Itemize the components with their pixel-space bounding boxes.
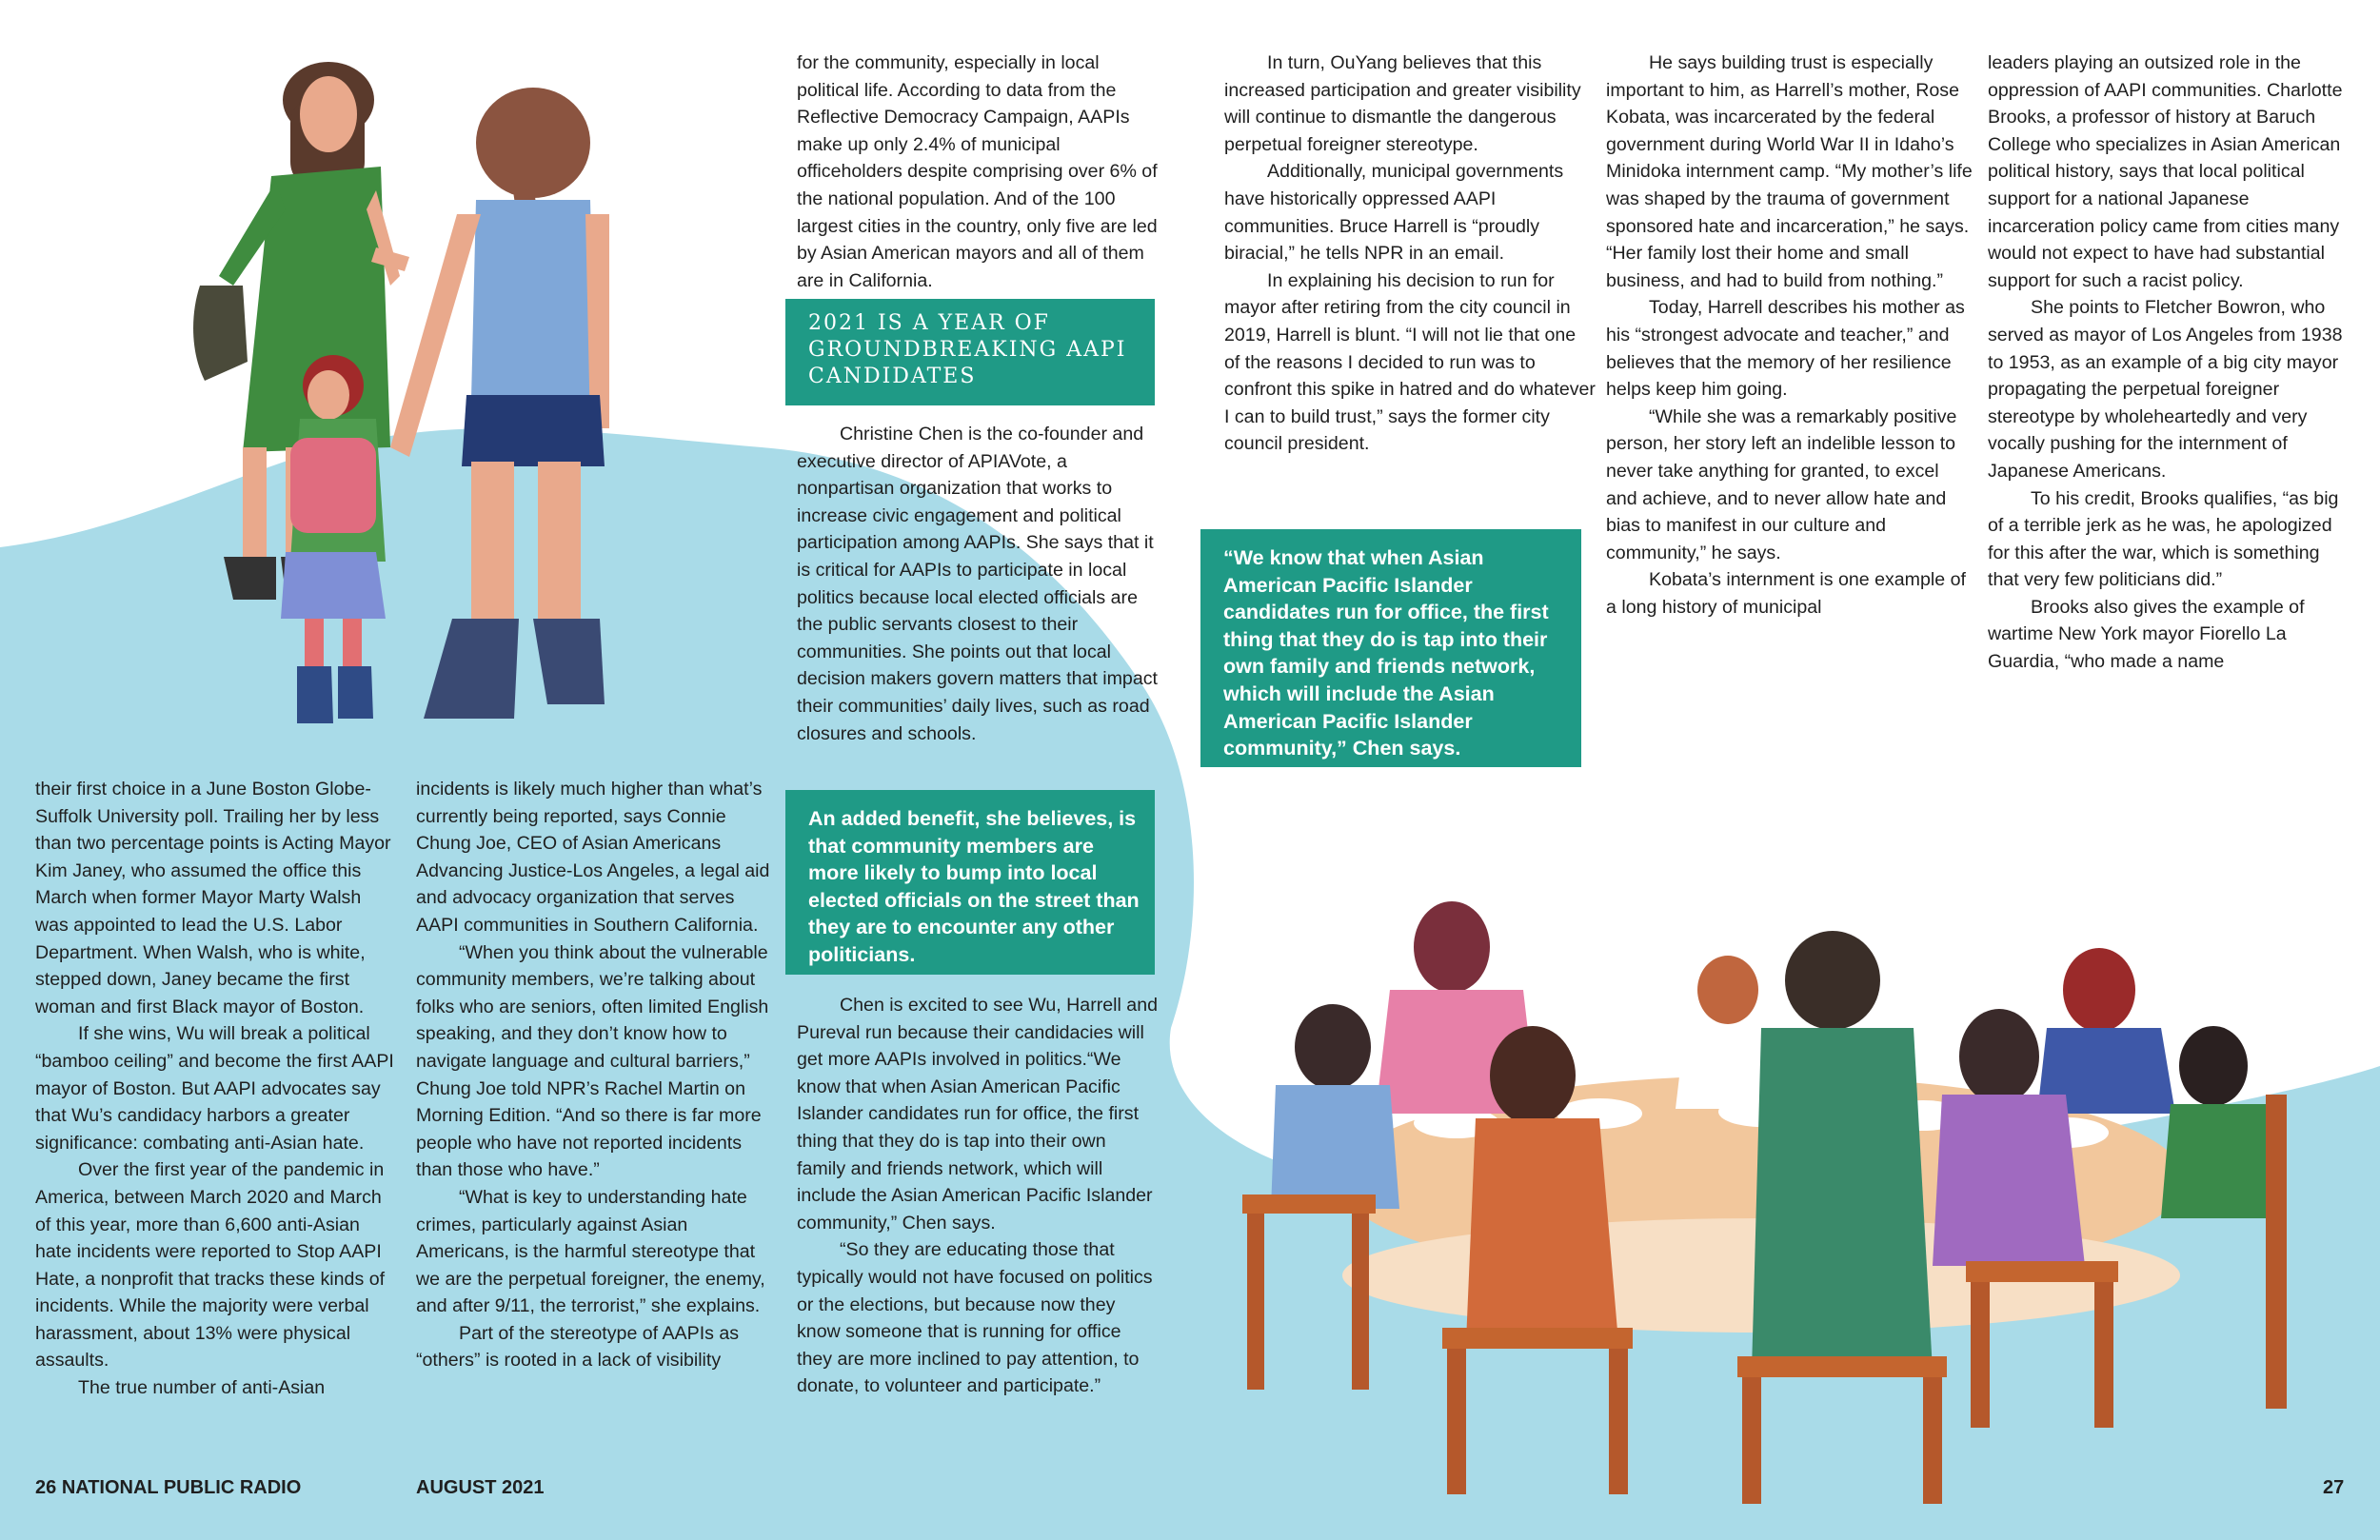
paragraph: “What is key to understanding hate crimes, particularly against Asian Americans, is the harmful stereotype that we are the perpetual foreigner, the enemy, and after 9/11, the terrorist,” she explains. — [416, 1186, 765, 1317]
publication-name: NATIONAL PUBLIC RADIO — [61, 1477, 302, 1498]
issue-date: AUGUST 2021 — [416, 1477, 545, 1498]
pull-quote-text: “We know that when Asian American Pacific Islander candidates run for office, the first thing that they do is tap into their own family and friends network, which will include the Asian American Pacific Islander community,” Chen says. — [1223, 546, 1549, 760]
paragraph: for the community, especially in local political life. According to data from the Reflective Democracy Campaign, AAPIs make up only 2.4% of municipal officeholders despite comprising over 6% of the national population. And of the 100 largest cities in the country, only five are led by Asian American mayors and all of them are in California. — [797, 52, 1158, 291]
paragraph: If she wins, Wu will break a political “bamboo ceiling” and become the first AAPI mayor of Boston. But AAPI advocates say that Wu’s candidacy harbors a greater significance: combating anti-Asian hate. — [35, 1023, 394, 1154]
pull-quote-text: An added benefit, she believes, is that community members are more likely to bump into local elected officials on the street than they are to encounter any other politicians. — [808, 807, 1140, 966]
paragraph: Part of the stereotype of AAPIs as “others” is rooted in a lack of visibility — [416, 1322, 740, 1372]
paragraph: “While she was a remarkably positive person, her story left an indelible lesson to never take anything for granted, to excel and achieve, and to never allow hate and bias to manifest in our culture and community,” he says. — [1606, 405, 1957, 563]
paragraph: Additionally, municipal governments have historically oppressed AAPI communities. Bruce Harrell is “proudly biracial,” he tells NPR in an email. — [1224, 161, 1564, 265]
paragraph: their first choice in a June Boston Globe-Suffolk University poll. Trailing her by less than two percentage points is Acting Mayor Kim Janey, who assumed the office this March when former Mayor Marty Walsh was appointed to lead the U.S. Labor Department. When Walsh, who is white, stepped down, Janey became the first woman and first Black mayor of Boston. — [35, 779, 391, 1017]
paragraph: Kobata’s internment is one example of a long history of municipal — [1606, 569, 1966, 618]
paragraph: In explaining his decision to run for mayor after retiring from the city council in 2019, Harrell is blunt. “I will not lie that one of the reasons I decided to run was to confront this spike in hatred and do whatever I can to build trust,” says the former city council president. — [1224, 269, 1596, 455]
paragraph: incidents is likely much higher than what’s currently being reported, says Connie Chung Joe, CEO of Asian Americans Advancing Justice-Los Angeles, a legal aid and advocacy organization that serves AAPI communities in Southern California. — [416, 779, 770, 936]
right-column-2 — [1606, 49, 1973, 621]
paragraph: “When you think about the vulnerable community members, we’re talking about folks who are seniors, often limited English speaking, and they don’t know how to navigate language and cultural barriers,” Chung Joe told NPR’s Rachel Martin on Morning Edition. “And so there is far more people who have not reported incidents than those who have.” — [416, 941, 769, 1181]
paragraph: Brooks also gives the example of wartime New York mayor Fiorello La Guardia, “who made a name — [1988, 596, 2305, 673]
right-column-1 — [1224, 49, 1596, 458]
footer-right — [2323, 1477, 2344, 1499]
left-column-3-bottom — [797, 992, 1159, 1400]
paragraph: Chen is excited to see Wu, Harrell and Pureval run because their candidacies will get more AAPIs involved in politics.“We know that when Asian American Pacific Islander candidates run for office, the first thing that they do is tap into their own family and friends network, which will include the Asian American Pacific Islander community,” Chen says. — [797, 995, 1158, 1234]
paragraph: “So they are educating those that typically would not have focused on politics or the elections, but because now they know someone that is running for office they are more inclined to pay attention, to donate, to volunteer and participate.” — [797, 1239, 1153, 1397]
paragraph: Over the first year of the pandemic in America, between March 2020 and March of this year, more than 6,600 anti-Asian hate incidents were reported to Stop AAPI Hate, a nonprofit that tracks these kinds of incidents. While the majority were verbal harassment, about 13% were physical assaults. — [35, 1159, 386, 1372]
left-column-3-mid — [797, 421, 1159, 747]
section-heading-text: 2021 IS A YEAR OF GROUNDBREAKING AAPI CANDIDATES — [808, 311, 1127, 388]
paragraph: She points to Fletcher Bowron, who served as mayor of Los Angeles from 1938 to 1953, as an example of a big city mayor propagating the perpetual foreigner stereotype by wholeheartedly and very vocally pushing for the internment of Japanese Americans. — [1988, 297, 2343, 482]
paragraph: The true number of anti-Asian — [78, 1377, 326, 1399]
left-column-1 — [35, 776, 397, 1402]
left-column-2 — [416, 776, 778, 1374]
paragraph: To his credit, Brooks qualifies, “as big of a terrible jerk as he was, he apologized for this after the war, which is something that very few politicians did.” — [1988, 487, 2339, 591]
left-column-3-top — [797, 49, 1159, 294]
pull-quote-left — [785, 790, 1155, 975]
right-column-3 — [1988, 49, 2354, 676]
footer-date — [416, 1477, 545, 1499]
pull-quote-right — [1200, 529, 1581, 767]
paragraph: Today, Harrell describes his mother as his “strongest advocate and teacher,” and believes that the memory of her resilience helps keep him going. — [1606, 297, 1965, 401]
page-number-right: 27 — [2323, 1477, 2345, 1498]
paragraph: He says building trust is especially important to him, as Harrell’s mother, Rose Kobata, was incarcerated by the federal government during World War II in Idaho’s Minidoka internment camp. “My mother’s life was shaped by the trauma of government sponsored hate and incarceration,” he says. “Her family lost their home and small business, and had to build from nothing.” — [1606, 52, 1973, 291]
paragraph: leaders playing an outsized role in the oppression of AAPI communities. Charlotte Brooks, a professor of history at Baruch College who specializes in Asian American political history, says that local political support for a national Japanese incarceration policy came from cities many would not expect to have had substantial support for such a racist policy. — [1988, 52, 2343, 291]
paragraph: In turn, OuYang believes that this increased participation and greater visibility will continue to dismantle the dangerous perpetual foreigner stereotype. — [1224, 52, 1581, 155]
paragraph: Christine Chen is the co-founder and executive director of APIAVote, a nonpartisan organization that works to increase civic engagement and political participation among AAPIs. She says that it is critical for AAPIs to participate in local politics because local elected officials are the public servants closest to their communities. She points out that local decision makers govern matters that impact their communities’ daily lives, such as road closures and schools. — [797, 424, 1158, 744]
page-number-left: 26 — [35, 1477, 57, 1498]
section-heading — [785, 299, 1155, 405]
footer-left — [35, 1477, 301, 1499]
